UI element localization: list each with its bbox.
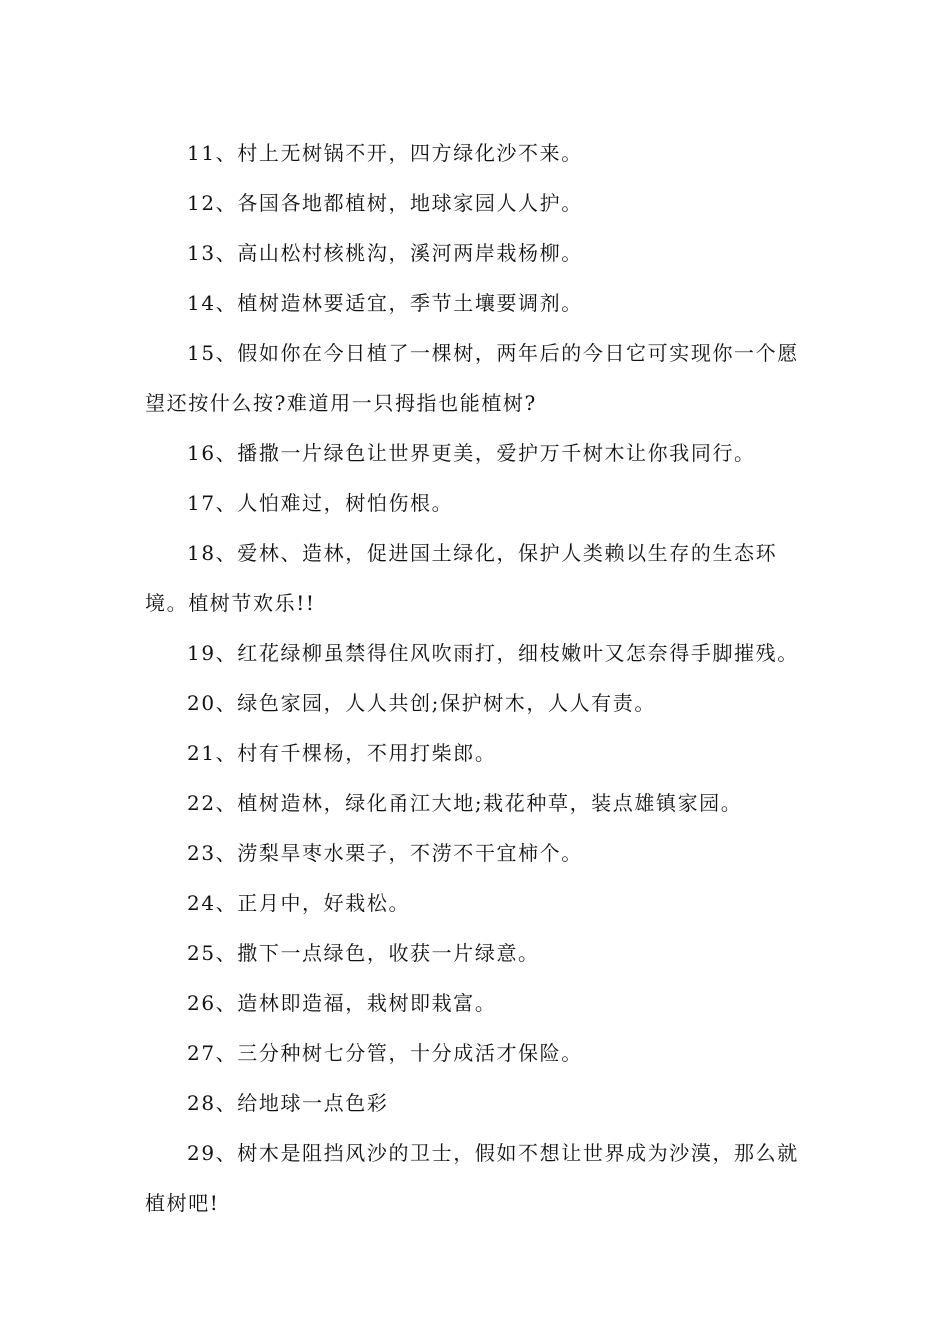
slogan-26: 26、造林即造福，栽树即栽富。 bbox=[187, 991, 497, 1015]
slogan-list bbox=[145, 128, 810, 1228]
slogan-22: 22、植树造林，绿化甬江大地;栽花种草，装点雄镇家园。 bbox=[187, 791, 743, 815]
slogan-14: 14、植树造林要适宜，季节土壤要调剂。 bbox=[187, 291, 583, 315]
slogan-28: 28、给地球一点色彩 bbox=[187, 1091, 389, 1115]
slogan-27: 27、三分种树七分管，十分成活才保险。 bbox=[187, 1041, 583, 1065]
slogan-15: 15、假如你在今日植了一棵树，两年后的今日它可实现你一个愿望还按什么按?难道用一只拇指也能植树? bbox=[145, 341, 799, 415]
slogan-13: 13、高山松村核桃沟，溪河两岸栽杨柳。 bbox=[187, 241, 583, 265]
slogan-29: 29、树木是阻挡风沙的卫士，假如不想让世界成为沙漠，那么就植树吧! bbox=[145, 1141, 799, 1215]
slogan-24: 24、正月中，好栽松。 bbox=[187, 891, 411, 915]
slogan-19: 19、红花绿柳虽禁得住风吹雨打，细枝嫩叶又怎奈得手脚摧残。 bbox=[187, 641, 799, 665]
slogan-20: 20、绿色家园，人人共创;保护树木，人人有责。 bbox=[187, 691, 656, 715]
slogan-16: 16、播撒一片绿色让世界更美，爱护万千树木让你我同行。 bbox=[187, 441, 756, 465]
slogan-18: 18、爱林、造林，促进国土绿化，保护人类赖以生存的生态环境。植树节欢乐!! bbox=[145, 541, 778, 615]
slogan-25: 25、撒下一点绿色，收获一片绿意。 bbox=[187, 941, 540, 965]
slogan-17: 17、人怕难过，树怕伤根。 bbox=[187, 491, 454, 515]
slogan-12: 12、各国各地都植树，地球家园人人护。 bbox=[187, 191, 583, 215]
slogan-23: 23、涝梨旱枣水栗子，不涝不干宜柿个。 bbox=[187, 841, 583, 865]
slogan-11: 11、村上无树锅不开，四方绿化沙不来。 bbox=[187, 141, 583, 165]
slogan-21: 21、村有千棵杨，不用打柴郎。 bbox=[187, 741, 497, 765]
